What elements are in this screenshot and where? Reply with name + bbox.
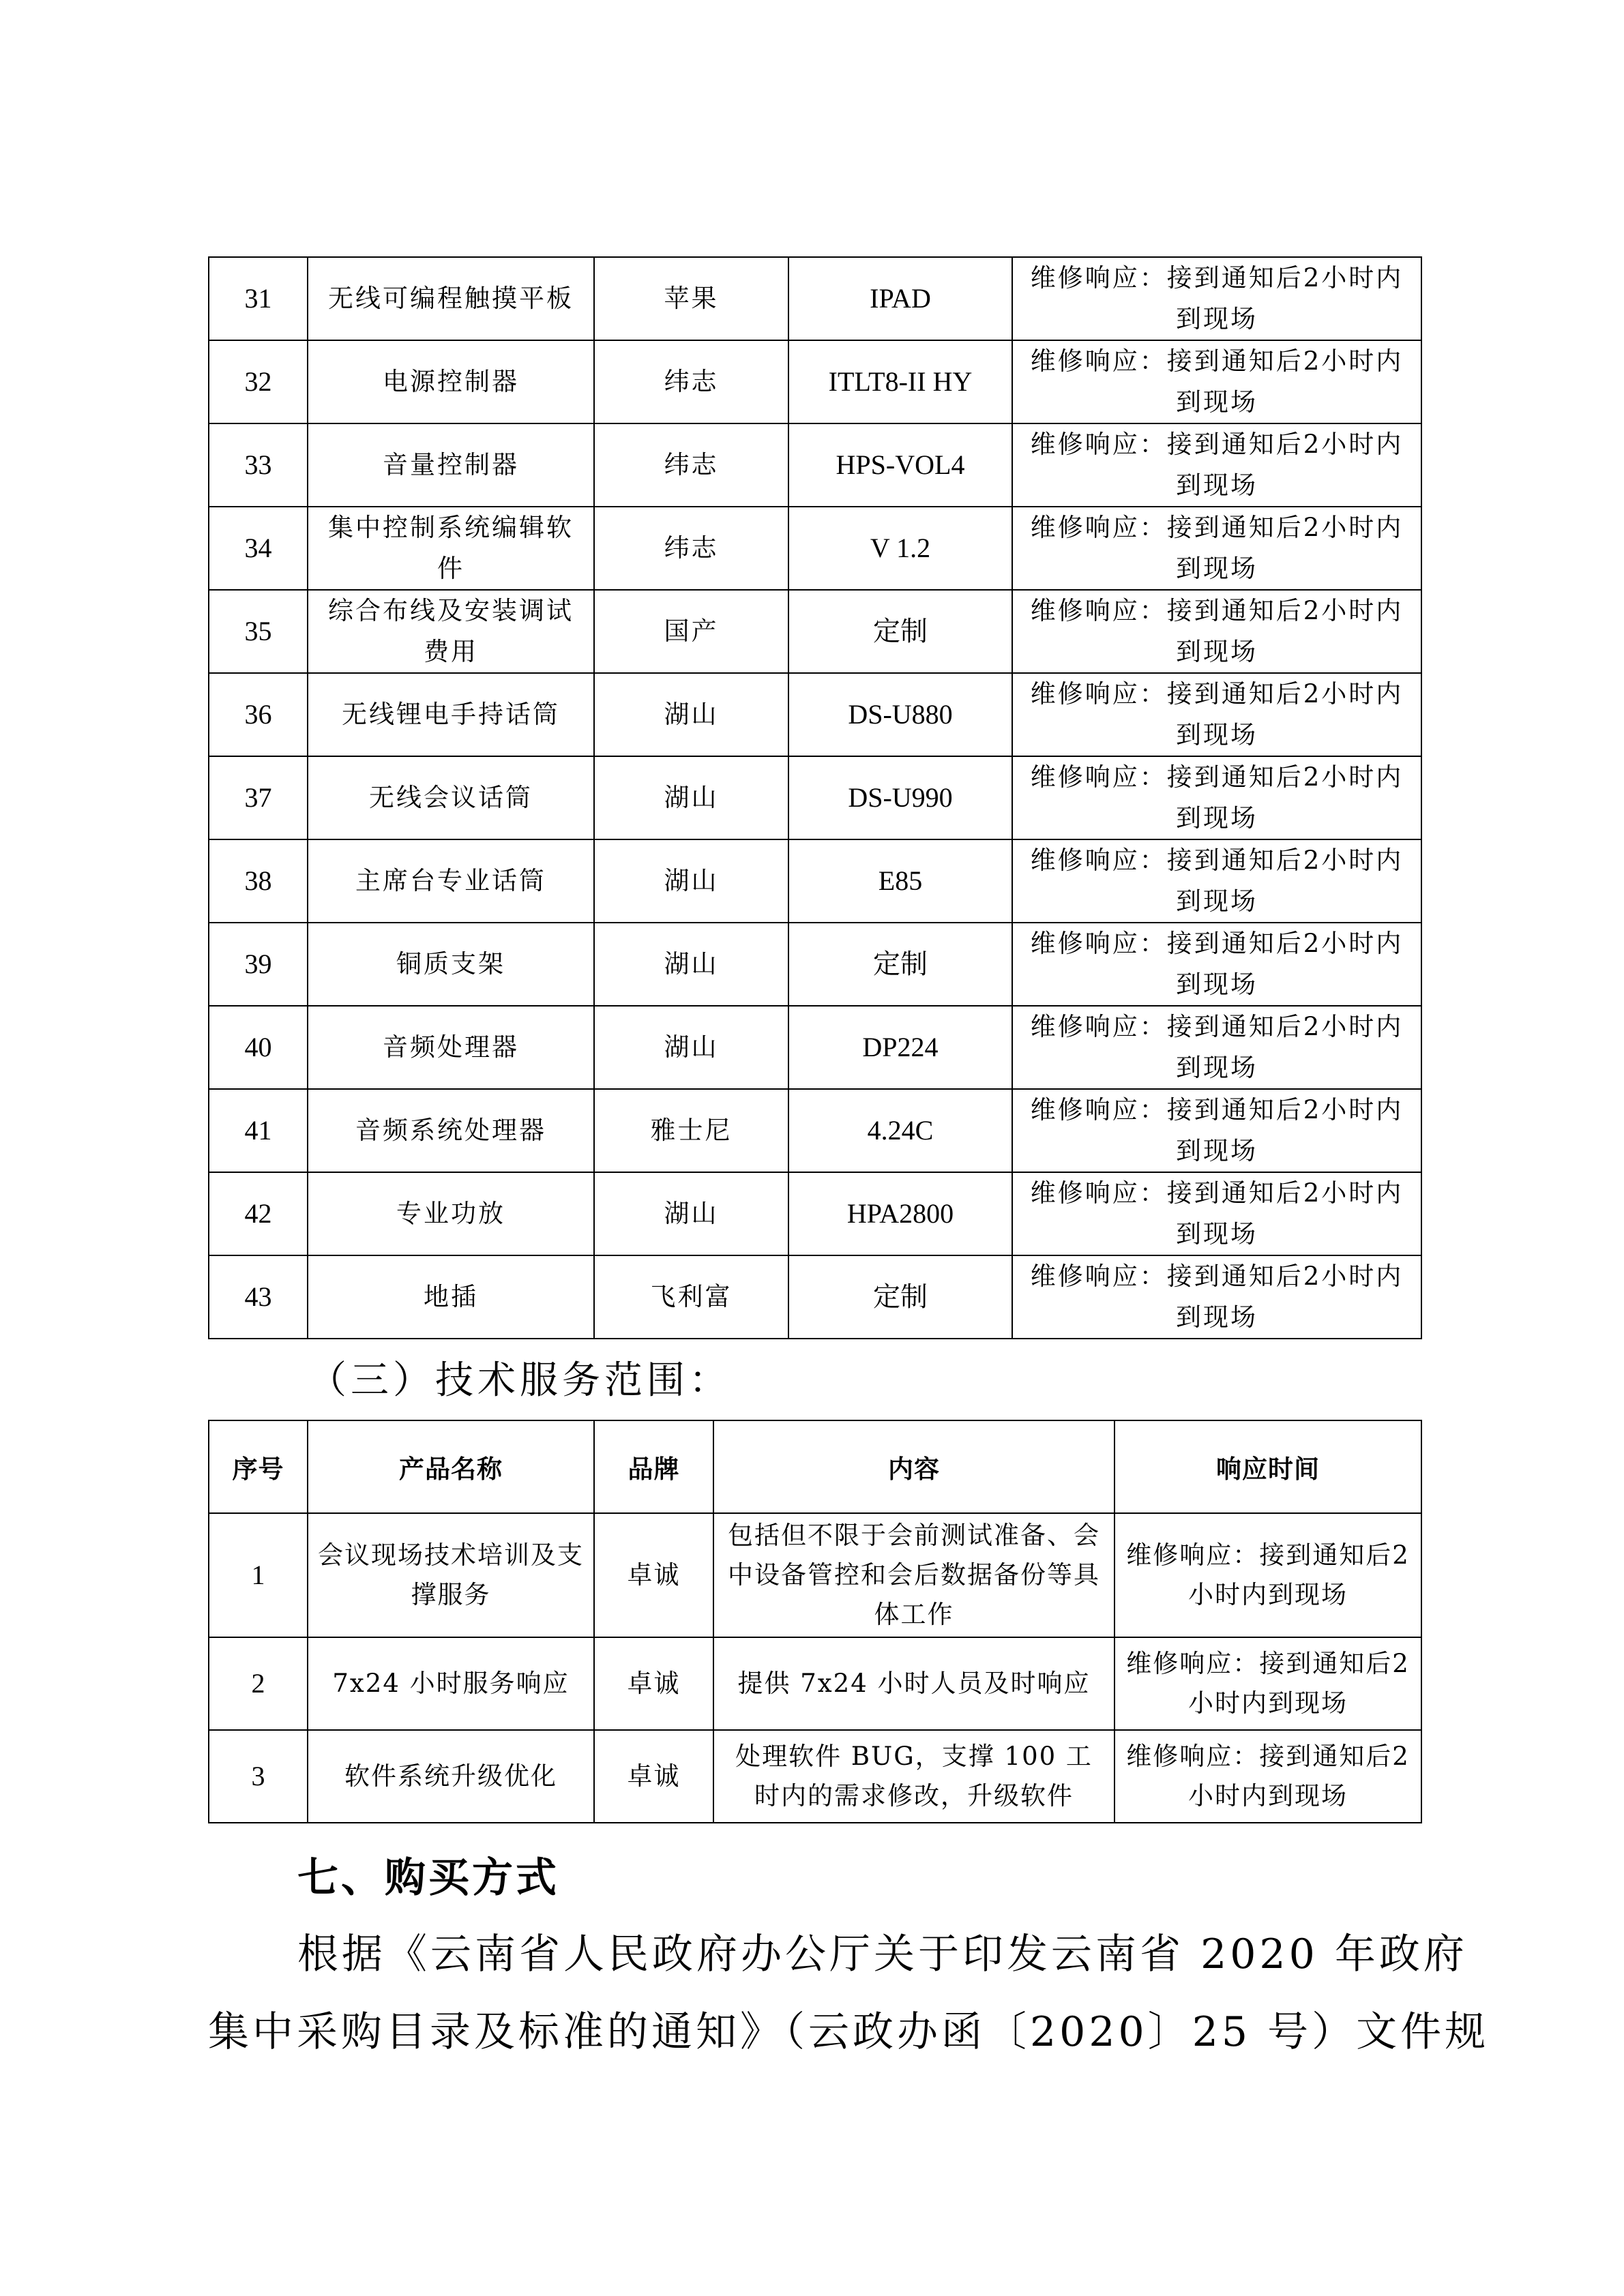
cell-brand (594, 839, 788, 923)
cell-no (209, 756, 308, 839)
equipment-table-body (209, 257, 1421, 1339)
cell-name (308, 1255, 594, 1339)
table-row (209, 839, 1421, 923)
cell-brand-text: 纬志 (664, 367, 719, 396)
cell-name-text: 铜质支架 (396, 949, 505, 979)
cell-model-text: 定制 (873, 1281, 928, 1312)
cell-name-text: 地插 (424, 1282, 478, 1311)
cell-no-text: 38 (244, 865, 272, 896)
cell-model (788, 839, 1012, 923)
table-row (209, 1089, 1421, 1172)
cell-model-text: V 1.2 (870, 533, 931, 563)
cell-name-text: 音频系统处理器 (355, 1116, 546, 1145)
cell-no (209, 923, 308, 1006)
equipment-table (208, 256, 1422, 1339)
table-row (209, 1255, 1421, 1339)
cell-brand-text: 卓诚 (627, 1669, 681, 1698)
cell-no (209, 423, 308, 507)
cell-brand (594, 1172, 788, 1255)
cell-response (1012, 756, 1421, 839)
cell-brand-text: 湖山 (664, 783, 719, 812)
cell-name-text: 会议现场技术培训及支撑服务 (318, 1540, 584, 1609)
cell-model-text: DP224 (862, 1032, 939, 1062)
cell-brand-text: 湖山 (664, 1032, 719, 1062)
cell-name (308, 839, 594, 923)
cell-brand-text: 雅士尼 (650, 1116, 733, 1145)
cell-no (209, 590, 308, 673)
cell-name (308, 1089, 594, 1172)
cell-no-text: 34 (244, 533, 272, 563)
cell-response-text: 维修响应：接到通知后2小时内到现场 (1126, 1540, 1410, 1609)
cell-content-text: 提供 7x24 小时人员及时响应 (737, 1669, 1091, 1698)
cell-brand (594, 590, 788, 673)
cell-response-text: 维修响应：接到通知后2小时内到现场 (1126, 1742, 1410, 1810)
cell-response (1012, 423, 1421, 507)
cell-name-text: 音量控制器 (383, 450, 519, 479)
cell-no-text: 1 (251, 1560, 265, 1590)
cell-response-text: 维修响应：接到通知后2小时内到现场 (1030, 1178, 1404, 1249)
cell-response (1114, 1637, 1421, 1730)
cell-name (308, 590, 594, 673)
cell-response-text: 维修响应：接到通知后2小时内到现场 (1030, 346, 1404, 417)
cell-name-text: 综合布线及安装调试费用 (328, 596, 574, 666)
cell-name (308, 1637, 594, 1730)
cell-name (308, 1513, 594, 1637)
cell-model (788, 756, 1012, 839)
table-row (209, 1730, 1421, 1823)
cell-response-text: 维修响应：接到通知后2小时内到现场 (1030, 513, 1404, 583)
cell-name (308, 1172, 594, 1255)
cell-model (788, 340, 1012, 423)
cell-model (788, 673, 1012, 756)
section-heading: 七、购买方式 (297, 1854, 559, 1902)
cell-response (1114, 1513, 1421, 1637)
cell-response (1012, 673, 1421, 756)
cell-brand-text: 纬志 (664, 533, 719, 563)
cell-model-text: 4.24C (867, 1115, 934, 1146)
cell-brand-text: 卓诚 (627, 1761, 681, 1791)
cell-model (788, 923, 1012, 1006)
table-row (209, 507, 1421, 590)
header-no: 序号 (209, 1420, 308, 1513)
cell-model (788, 1089, 1012, 1172)
cell-name-text: 主席台专业话筒 (355, 866, 546, 895)
subsection-heading: （三）技术服务范围： (308, 1358, 731, 1403)
cell-model-text: 定制 (873, 616, 928, 646)
paragraph-line: 集中采购目录及标准的通知》（云政办函〔2020〕25 号）文件规 (208, 2008, 1490, 2056)
cell-response-text: 维修响应：接到通知后2小时内到现场 (1030, 263, 1404, 333)
cell-brand (594, 340, 788, 423)
cell-name (308, 756, 594, 839)
cell-content-text: 包括但不限于会前测试准备、会中设备管控和会后数据备份等具体工作 (728, 1521, 1100, 1629)
cell-response (1114, 1730, 1421, 1823)
cell-content (713, 1513, 1114, 1637)
cell-brand-text: 湖山 (664, 700, 719, 729)
table-row (209, 1513, 1421, 1637)
cell-no (209, 1006, 308, 1089)
cell-brand-text: 卓诚 (627, 1560, 681, 1590)
cell-brand (594, 923, 788, 1006)
cell-content (713, 1730, 1114, 1823)
cell-no (209, 1255, 308, 1339)
cell-no-text: 31 (244, 283, 272, 314)
cell-name-text: 7x24 小时服务响应 (332, 1669, 570, 1698)
cell-name-text: 电源控制器 (383, 367, 519, 396)
cell-name-text: 无线可编程触摸平板 (328, 284, 574, 313)
header-name: 产品名称 (308, 1420, 594, 1513)
cell-no (209, 1637, 308, 1730)
cell-name (308, 673, 594, 756)
cell-brand (594, 756, 788, 839)
cell-response (1012, 839, 1421, 923)
cell-model-text: IPAD (870, 283, 931, 314)
cell-no-text: 42 (244, 1198, 272, 1229)
cell-model (788, 507, 1012, 590)
table-row (209, 340, 1421, 423)
cell-model (788, 1006, 1012, 1089)
cell-response-text: 维修响应：接到通知后2小时内到现场 (1126, 1649, 1410, 1718)
paragraph-line: 根据《云南省人民政府办公厅关于印发云南省 2020 年政府 (297, 1930, 1468, 1978)
cell-model-text: ITLT8-II HY (828, 366, 973, 397)
cell-brand (594, 1637, 713, 1730)
cell-brand (594, 1006, 788, 1089)
cell-no-text: 37 (244, 782, 272, 813)
cell-brand (594, 507, 788, 590)
cell-response (1012, 1255, 1421, 1339)
cell-name-text: 集中控制系统编辑软件 (328, 513, 574, 583)
cell-brand (594, 673, 788, 756)
cell-no (209, 1172, 308, 1255)
cell-response-text: 维修响应：接到通知后2小时内到现场 (1030, 430, 1404, 500)
cell-response (1012, 1089, 1421, 1172)
cell-brand (594, 1089, 788, 1172)
table-row (209, 1637, 1421, 1730)
cell-no-text: 32 (244, 366, 272, 397)
cell-no (209, 257, 308, 340)
cell-brand-text: 湖山 (664, 949, 719, 979)
cell-name (308, 423, 594, 507)
table-row (209, 673, 1421, 756)
cell-brand-text: 国产 (664, 616, 719, 646)
cell-name-text: 无线锂电手持话筒 (342, 700, 560, 729)
cell-name (308, 340, 594, 423)
cell-response (1012, 507, 1421, 590)
cell-response (1012, 340, 1421, 423)
service-scope-table (208, 1420, 1422, 1823)
cell-model (788, 257, 1012, 340)
cell-model-text: HPS-VOL4 (836, 449, 965, 480)
cell-no (209, 340, 308, 423)
table-header-row (209, 1420, 1421, 1513)
cell-model-text: HPA2800 (846, 1198, 954, 1229)
cell-brand (594, 423, 788, 507)
cell-name-text: 无线会议话筒 (369, 783, 533, 812)
cell-brand (594, 1255, 788, 1339)
cell-brand-text: 飞利富 (650, 1282, 733, 1311)
cell-model-text: E85 (878, 865, 923, 896)
table-row (209, 423, 1421, 507)
cell-brand-text: 苹果 (664, 284, 719, 313)
cell-no (209, 673, 308, 756)
cell-response (1012, 590, 1421, 673)
cell-response-text: 维修响应：接到通知后2小时内到现场 (1030, 596, 1404, 666)
cell-response (1012, 1172, 1421, 1255)
cell-brand (594, 1513, 713, 1637)
cell-no-text: 39 (244, 949, 272, 979)
table-row (209, 923, 1421, 1006)
cell-name (308, 507, 594, 590)
table-row (209, 1006, 1421, 1089)
table-row (209, 590, 1421, 673)
cell-no-text: 36 (244, 699, 272, 730)
cell-brand-text: 湖山 (664, 1199, 719, 1228)
cell-name (308, 1006, 594, 1089)
cell-name-text: 软件系统升级优化 (344, 1761, 557, 1791)
cell-name (308, 257, 594, 340)
cell-response-text: 维修响应：接到通知后2小时内到现场 (1030, 929, 1404, 999)
cell-response-text: 维修响应：接到通知后2小时内到现场 (1030, 679, 1404, 749)
header-response: 响应时间 (1114, 1420, 1421, 1513)
cell-response (1012, 923, 1421, 1006)
cell-name-text: 音频处理器 (383, 1032, 519, 1062)
cell-no-text: 3 (251, 1761, 265, 1791)
cell-no-text: 43 (244, 1281, 272, 1312)
cell-response (1012, 1006, 1421, 1089)
cell-model-text: DS-U990 (848, 782, 953, 813)
cell-model-text: DS-U880 (848, 699, 953, 730)
cell-brand-text: 纬志 (664, 450, 719, 479)
cell-content-text: 处理软件 BUG，支撑 100 工时内的需求修改，升级软件 (735, 1742, 1093, 1810)
cell-name (308, 923, 594, 1006)
cell-response-text: 维修响应：接到通知后2小时内到现场 (1030, 846, 1404, 916)
cell-no (209, 1513, 308, 1637)
header-brand: 品牌 (594, 1420, 713, 1513)
table-row (209, 756, 1421, 839)
cell-no-text: 41 (244, 1115, 272, 1146)
header-content: 内容 (713, 1420, 1114, 1513)
cell-brand (594, 257, 788, 340)
table-row (209, 1172, 1421, 1255)
cell-content (713, 1637, 1114, 1730)
cell-model (788, 423, 1012, 507)
cell-no-text: 2 (251, 1668, 265, 1699)
cell-no (209, 1089, 308, 1172)
cell-no (209, 839, 308, 923)
cell-response-text: 维修响应：接到通知后2小时内到现场 (1030, 1095, 1404, 1165)
cell-no-text: 35 (244, 616, 272, 646)
cell-model (788, 1172, 1012, 1255)
service-table-body (209, 1513, 1421, 1823)
cell-name (308, 1730, 594, 1823)
cell-no (209, 1730, 308, 1823)
cell-no-text: 40 (244, 1032, 272, 1062)
cell-no-text: 33 (244, 449, 272, 480)
cell-response-text: 维修响应：接到通知后2小时内到现场 (1030, 762, 1404, 833)
cell-model (788, 590, 1012, 673)
cell-brand (594, 1730, 713, 1823)
cell-response-text: 维修响应：接到通知后2小时内到现场 (1030, 1012, 1404, 1082)
cell-model-text: 定制 (873, 949, 928, 979)
cell-brand-text: 湖山 (664, 866, 719, 895)
cell-no (209, 507, 308, 590)
cell-response-text: 维修响应：接到通知后2小时内到现场 (1030, 1262, 1404, 1332)
cell-name-text: 专业功放 (396, 1199, 505, 1228)
cell-model (788, 1255, 1012, 1339)
cell-response (1012, 257, 1421, 340)
table-row (209, 257, 1421, 340)
